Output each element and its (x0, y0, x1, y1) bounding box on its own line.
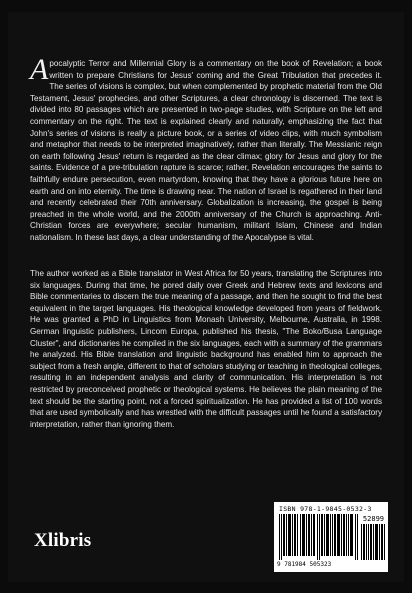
publisher-logo: Xlibris (34, 530, 92, 551)
barcode-bars-icon (279, 514, 359, 560)
price-barcode-icon (361, 524, 385, 560)
price-code: 52899 (362, 515, 384, 523)
book-blurb (30, 53, 382, 244)
author-bio: The author worked as a Bible translator in West Africa for 50 years, translating the Scriptures into six languages. During that time, he pored daily over Greek and Hebrew texts and lexicons and Bible commentaries to discern the true meaning of a passage, and then he sought to find the best equivalent in the target languages. His theological knowledge developed from years of fieldwork. He was granted a PhD in Linguistics from Monash University, Melbourne, Australia, in 1998. German linguistic publishers, Lincom Europa, published his thesis, "The Boko/Busa Language Cluster", and dictionaries he compiled in the six languages, each with a summary of the grammars he analyzed. His Bible translation and linguistic background has enabled him to approach the subject from a fresh angle, different to that of scholars studying or teaching in theological colleges, resulting in an independent analysis and clarity of communication. His interpretation is not restricted by preconceived prophetic or theological systems. He believes the plain meaning of the text should be the starting point, not a forced spiritualization. He has provided a list of 100 words that are used symbolically and has wrestled with the difficult passages until he found a satisfactory interpretation, rather than ignoring them. (30, 269, 382, 429)
isbn-number: ISBN 978-1-9845-0532-3 (279, 505, 372, 513)
isbn-barcode (274, 502, 388, 572)
blurb-text: pocalyptic Terror and Millennial Glory is a commentary on the book of Revelation; a book written to prepare Christians for Jesus' coming and the Great Tribulation that precedes it. The series of visions is complex, but when complemented by prophetic material from the Old Testament, Jesus' prophecies, and other Scriptures, a clear chronology is discerned. The text is divided into 80 passages which are presented in two-page studies, with Scripture on the left and commentary on the right. The text is explained clearly and naturally, emphasizing the fact that John's series of visions is really a picture book, or a series of video clips, with much symbolism and metaphor that needs to be interpreted imaginatively, rather than literally. The Messianic reign on earth following Jesus' return is regarded as the clear climax; glory for Jesus and glory for the saints. Evidence of a pre-tribulation rapture is scarce; rather, Revelation encourages the saints to faithfully endure persecution, even martyrdom, knowing that they have a glorious future here on earth and on into eternity. The time is drawing near. The nation of Israel is regathered in their land and recently celebrated their 70th anniversary. Globalization is increasing, the gospel is being preached in the whole world, and the 2000th anniversary of the Church is approaching. Anti-Christian forces are everywhere; secular humanism, militant Islam, Chinese and Indian nationalism. In these last days, a clear understanding of the Apocalypse is vital. (30, 59, 382, 242)
barcode-digits: 9 781984 505323 (277, 561, 332, 568)
drop-cap: A (30, 53, 49, 86)
